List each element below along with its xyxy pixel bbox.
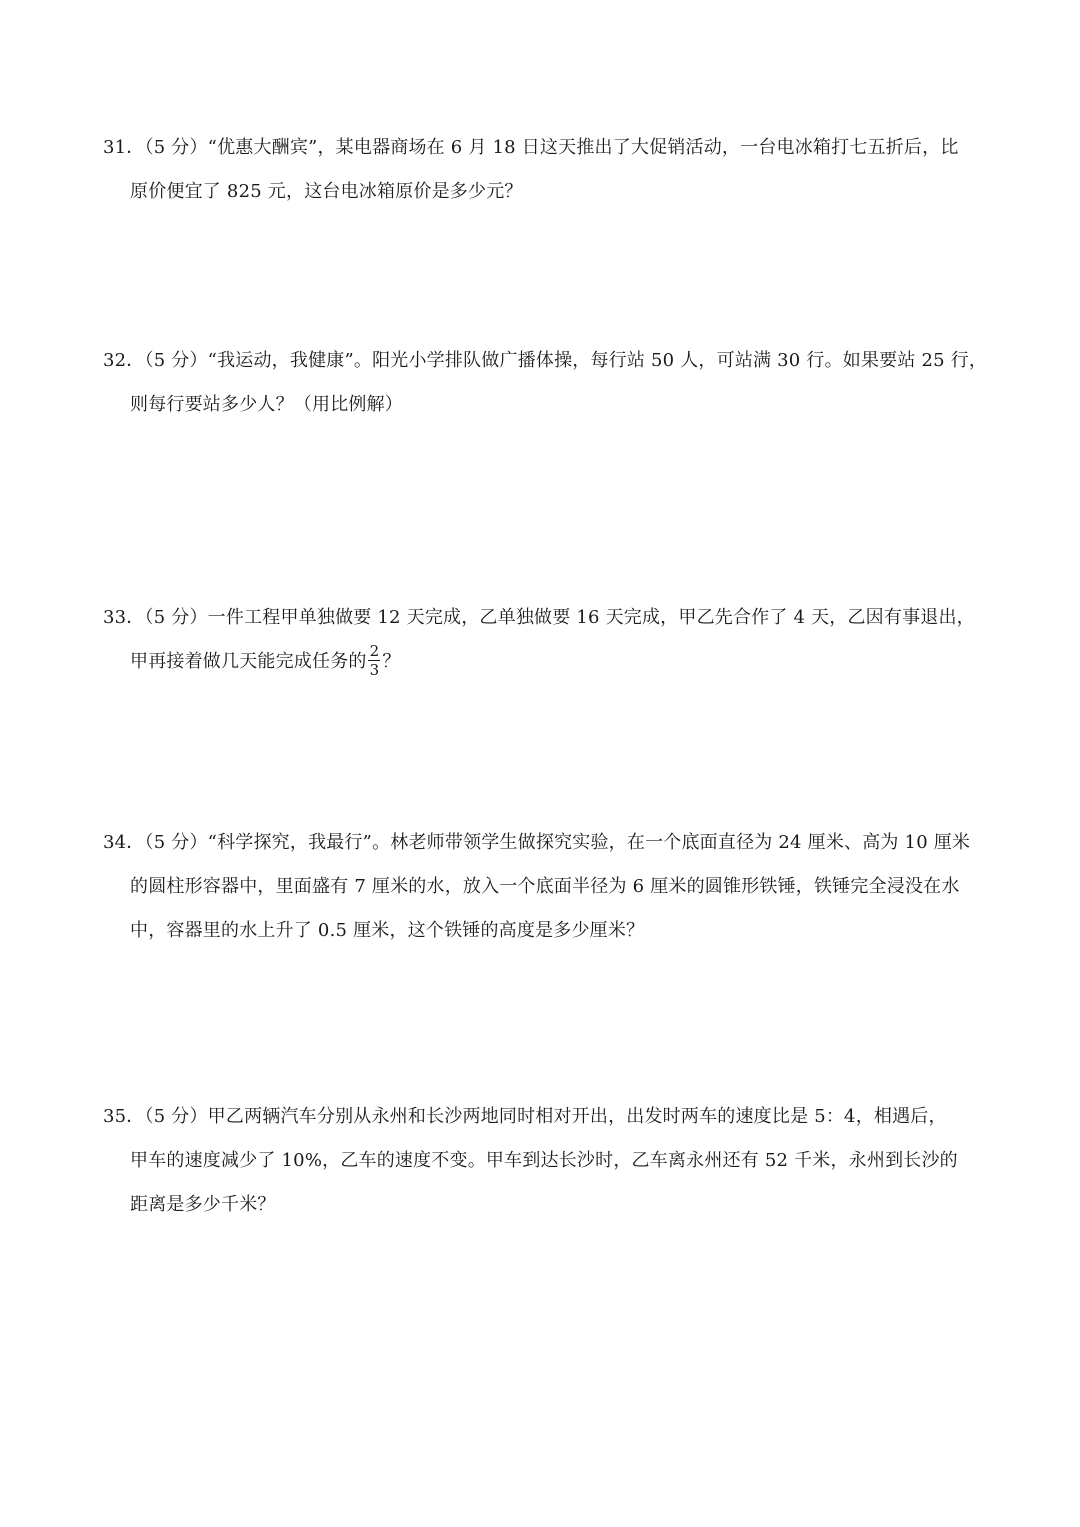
fraction-two-thirds <box>368 643 382 678</box>
question-32-line-2: 则每行要站多少人？（用比例解） <box>130 394 403 415</box>
question-33-line-1: 33．（5 分）一件工程甲单独做要 12 天完成，乙单独做要 16 天完成，甲乙先合作了 4 天，乙因有事退出， <box>103 607 975 628</box>
question-34-line-3: 中，容器里的水上升了 0.5 厘米，这个铁锤的高度是多少厘米？ <box>130 920 645 941</box>
question-35-line-1: 35．（5 分）甲乙两辆汽车分别从永州和长沙两地同时相对开出，出发时两车的速度比是 5：4，相遇后， <box>103 1106 947 1127</box>
question-35-line-2: 甲车的速度减少了 10%，乙车的速度不变。甲车到达长沙时，乙车离永州还有 52 千米，永州到长沙的 <box>130 1150 958 1171</box>
question-34-line-2: 的圆柱形容器中，里面盛有 7 厘米的水，放入一个底面半径为 6 厘米的圆锥形铁锤，铁锤完全浸没在水 <box>130 876 960 897</box>
question-33-line-2-text: 甲再接着做几天能完成任务的 <box>130 651 367 672</box>
question-33 <box>103 596 983 684</box>
question-32 <box>103 339 988 427</box>
question-33-line-2 <box>103 640 983 684</box>
fraction-numerator: 2 <box>369 641 380 660</box>
question-31-line-2: 原价便宜了 825 元，这台电冰箱原价是多少元？ <box>130 181 523 202</box>
question-35-line-3: 距离是多少千米？ <box>130 1194 276 1215</box>
question-31 <box>103 126 983 214</box>
question-34 <box>103 821 983 953</box>
question-33-line-2-end: ？ <box>382 651 401 672</box>
question-35 <box>103 1095 983 1227</box>
question-31-line-1: 31．（5 分）“优惠大酬宾”，某电器商场在 6 月 18 日这天推出了大促销活动，一台电冰箱打七五折后，比 <box>103 137 959 158</box>
question-34-line-1: 34．（5 分）“科学探究，我最行”。林老师带领学生做探究实验，在一个底面直径为 24 厘米、高为 10 厘米 <box>103 832 971 853</box>
question-32-line-1: 32．（5 分）“我运动，我健康”。阳光小学排队做广播体操，每行站 50 人，可站满 30 行。如果要站 25 行， <box>103 350 988 371</box>
fraction-denominator: 3 <box>369 660 380 679</box>
